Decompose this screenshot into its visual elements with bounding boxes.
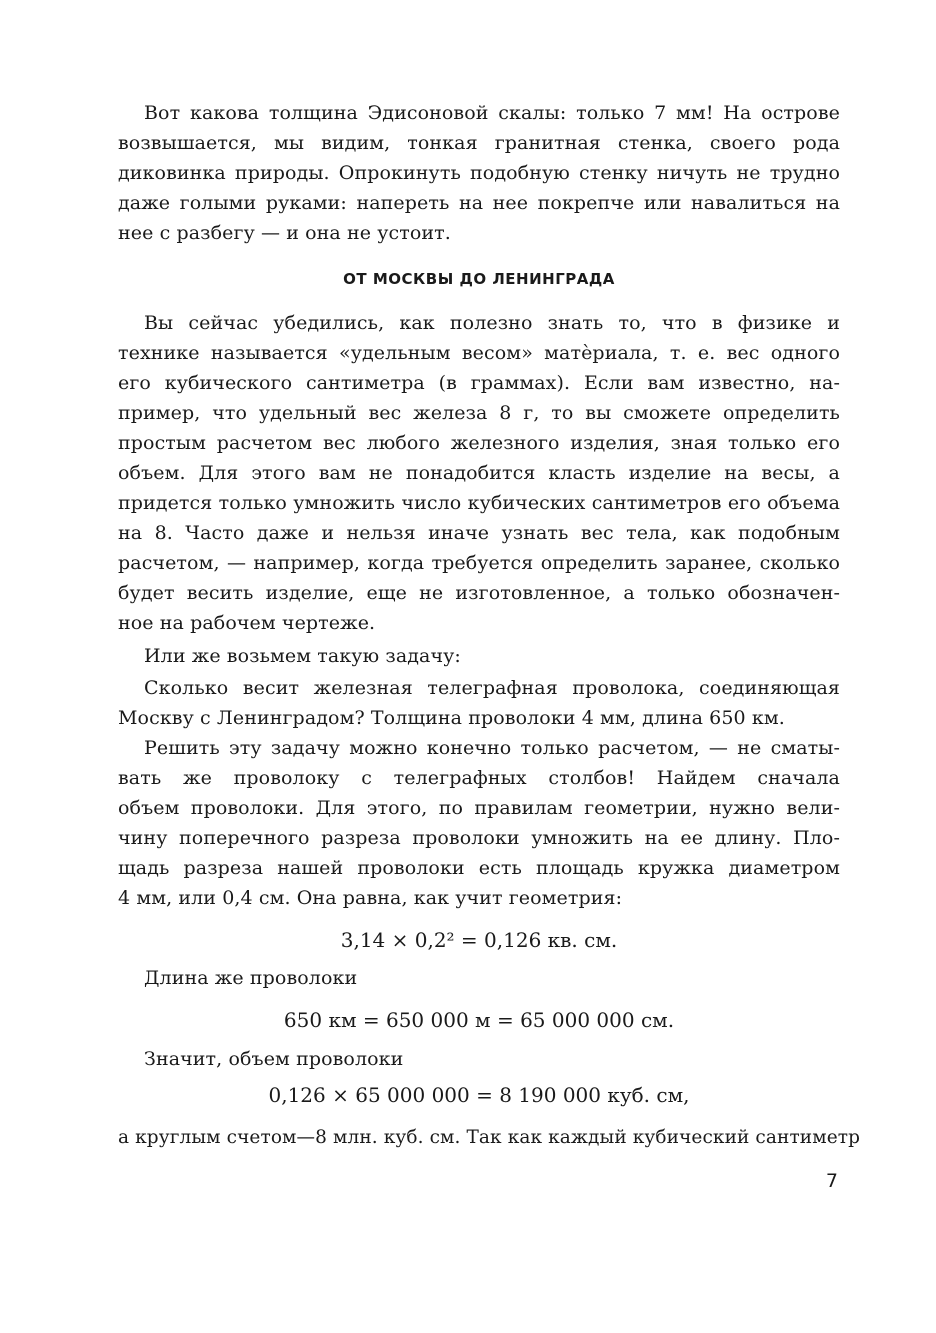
text-line: Решить эту задачу можно конечно только расчетом, — не сматы-	[144, 737, 840, 759]
text-line: технике называется «удельным весом» матèриала, т. е. вес одного	[118, 342, 840, 364]
text-line: 4 мм, или 0,4 см. Она равна, как учит геометрия:	[118, 887, 623, 909]
formula-length: 650 км = 650 000 м = 65 000 000 см.	[283, 1008, 675, 1032]
text-line: объем. Для этого вам не понадобится класть изделие на весы, а	[118, 462, 840, 484]
text-line: нее с разбегу — и она не устоит.	[118, 222, 451, 244]
section-heading: ОТ МОСКВЫ ДО ЛЕНИНГРАДА	[343, 270, 615, 288]
text-line: Длина же проволоки	[144, 967, 358, 989]
formula-volume: 0,126 × 65 000 000 = 8 190 000 куб. см,	[268, 1083, 690, 1107]
text-line: на 8. Часто даже и нельзя иначе узнать вес тела, как подобным	[118, 522, 840, 544]
text-line: Сколько весит железная телеграфная проволока, соединяющая	[144, 677, 840, 699]
text-line: возвышается, мы видим, тонкая гранитная стенка, своего рода	[118, 132, 840, 154]
text-line: его кубического сантиметра (в граммах). Если вам известно, на-	[118, 372, 840, 394]
text-line: Вот какова толщина Эдисоновой скалы: только 7 мм! На острове	[144, 102, 840, 124]
formula-cross-section: 3,14 × 0,2² = 0,126 кв. см.	[340, 928, 618, 952]
text-line: вать же проволоку с телеграфных столбов! Найдем сначала	[118, 767, 840, 789]
text-line: диковинка природы. Опрокинуть подобную стенку ничуть не трудно	[118, 162, 840, 184]
text-line: простым расчетом вес любого железного изделия, зная только его	[118, 432, 840, 454]
text-line: придется только умножить число кубических сантиметров его объема	[118, 492, 840, 514]
text-line: будет весить изделие, еще не изготовленное, а только обозначен-	[118, 582, 840, 604]
text-line: чину поперечного разреза проволоки умножить на ее длину. Пло-	[118, 827, 840, 849]
text-line: Москву с Ленинградом? Толщина проволоки 4 мм, длина 650 км.	[118, 707, 785, 729]
text-line: расчетом, — например, когда требуется определить заранее, сколько	[118, 552, 840, 574]
text-line: объем проволоки. Для этого, по правилам геометрии, нужно вели-	[118, 797, 840, 819]
text-line: пример, что удельный вес железа 8 г, то вы сможете определить	[118, 402, 840, 424]
text-line: щадь разреза нашей проволоки есть площадь кружка диаметром	[118, 857, 840, 879]
text-line: даже голыми руками: напереть на нее покрепче или навалиться на	[118, 192, 840, 214]
text-line: Вы сейчас убедились, как полезно знать то, что в физике и	[144, 312, 840, 334]
text-line: Значит, объем проволоки	[144, 1048, 404, 1070]
text-line: ное на рабочем чертеже.	[118, 612, 376, 634]
text-line: Или же возьмем такую задачу:	[144, 645, 461, 667]
page-number: 7	[825, 1170, 838, 1192]
text-line: а круглым счетом—8 млн. куб. см. Так как каждый кубический сантиметр	[118, 1127, 861, 1148]
